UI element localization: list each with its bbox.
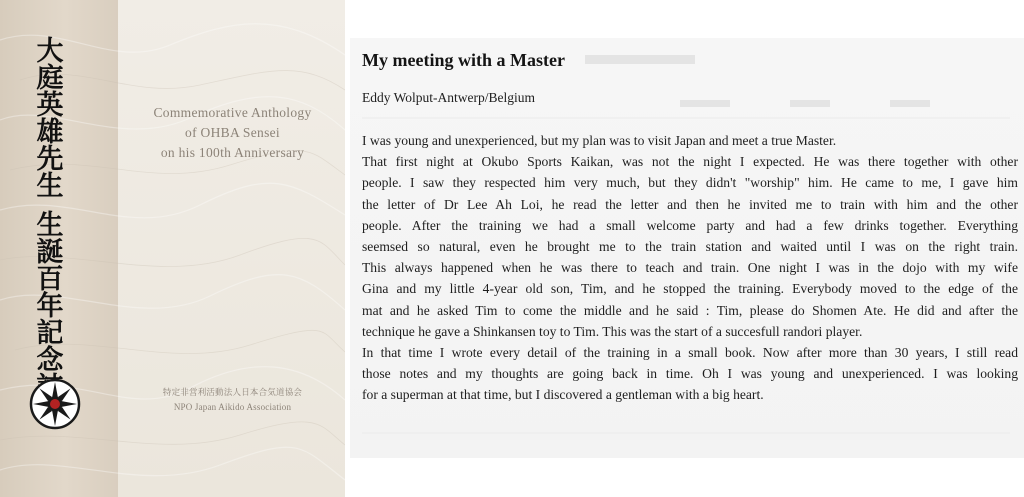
body-line: people. After the training we had a small welcome party and had a few drinks together. Everything [362, 217, 1018, 233]
spine-char: 大 [36, 36, 64, 67]
spine-char: 庭 [36, 63, 64, 94]
body-line: the letter of Dr Lee Ah Loi, he read the letter and then he invited me to train with him and the other [362, 196, 1018, 212]
cover-heading-line: on his 100th Anniversary [160, 145, 305, 160]
spine-char: 誕 [36, 237, 64, 268]
spine-char: 雄 [36, 117, 64, 148]
body-line: In that time I wrote every detail of the training in a small book. Now after more than 30 years, I still read [362, 345, 1018, 361]
spine-char: 百 [36, 264, 64, 295]
article-body [362, 130, 1018, 406]
publisher-name-japanese: 特定非営利活動法人日本合気道協会 [162, 388, 303, 398]
body-line: those notes and my thoughts are going back in time. Oh I was young and unexperienced. I was looking [362, 366, 1018, 382]
publisher-name-english: NPO Japan Aikido Association [173, 402, 292, 412]
aikido-association-emblem-icon [29, 378, 81, 430]
spine-char: 先 [36, 144, 64, 175]
body-line: people. I saw they respected him very much, but they didn't "worship" him. He came to me, I gave him [362, 175, 1018, 191]
body-line: seemsed so natural, even he brought me to the train station and waited until I was on the right train. [362, 239, 1018, 255]
cover-heading-line: Commemorative Anthology [153, 105, 312, 120]
spine-char: 英 [36, 90, 64, 121]
cover-heading [135, 103, 330, 163]
cover-publisher [135, 386, 330, 414]
article-page [350, 38, 1024, 458]
spine-char: 生 [36, 210, 64, 241]
body-line: for a superman at that time, but I discovered a gentleman with a big heart. [362, 387, 764, 403]
article-title: My meeting with a Master [362, 50, 565, 70]
spine-title [30, 38, 70, 401]
body-line: I was young and unexperienced, but my plan was to visit Japan and meet a true Master. [362, 133, 837, 148]
body-line: That first night at Okubo Sports Kaikan, was not the night I expected. He was there together with other [362, 154, 1018, 170]
book-cover [0, 0, 345, 497]
cover-heading-line: of OHBA Sensei [185, 125, 280, 140]
spine-char: 念 [36, 345, 64, 376]
spine-char: 記 [36, 318, 64, 349]
body-line: Gina and my little 4-year old son, Tim, and he stopped the training. Everybody moved to the edge of the [362, 281, 1018, 297]
body-line: technique he gave a Shinkansen toy to Tim. This was the start of a succesfull randori player. [362, 323, 863, 339]
body-line: This always happened when he was there to teach and train. One night I was in the dojo with my wife [362, 260, 1018, 276]
article-author: Eddy Wolput-Antwerp/Belgium [362, 90, 536, 105]
spine-char: 年 [36, 291, 64, 322]
body-line: mat and he asked Tim to come the middle and he said : Tim, please do Shomen Ate. He did and after the [362, 302, 1018, 318]
spine-char: 生 [36, 171, 64, 202]
